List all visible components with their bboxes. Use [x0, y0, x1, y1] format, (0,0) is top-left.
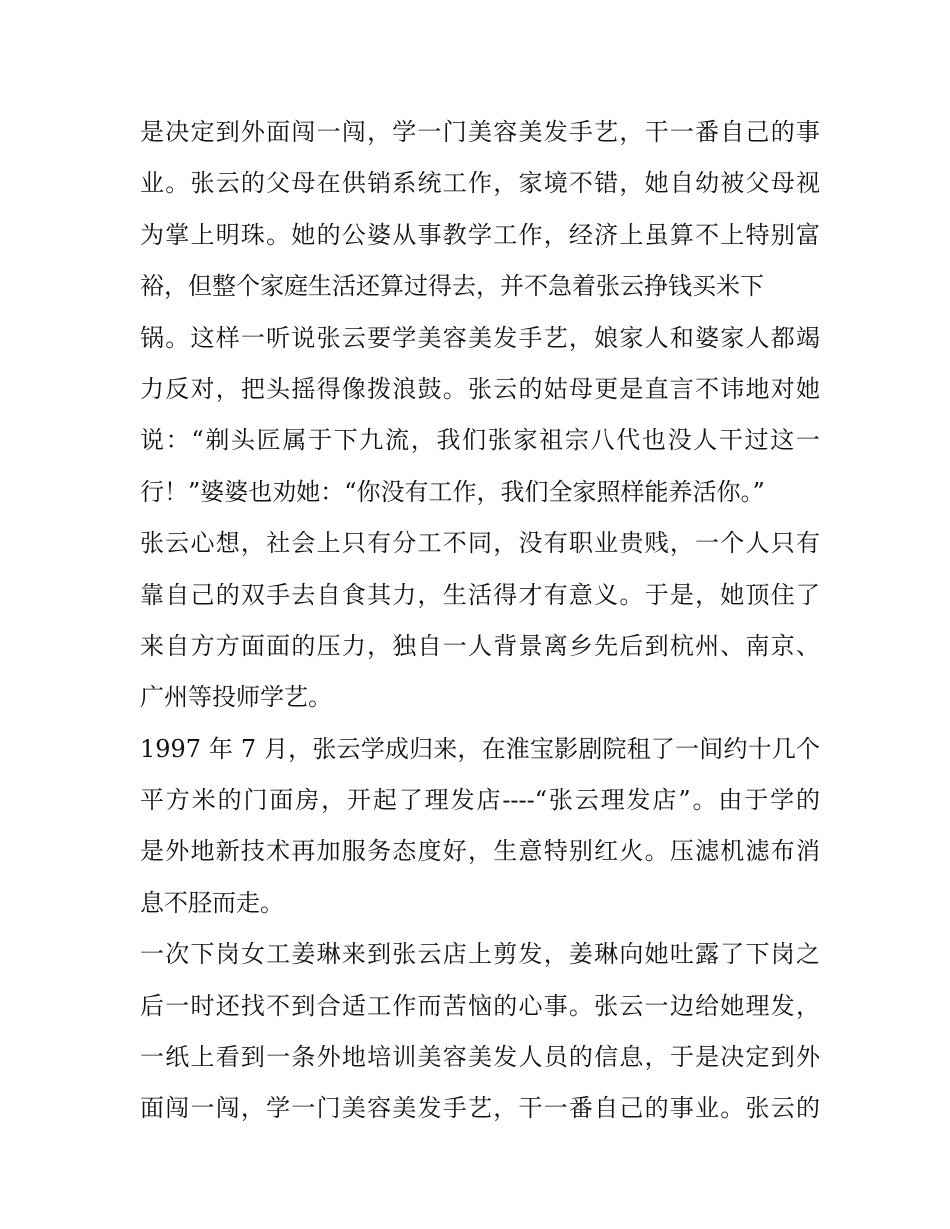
text-line: 来自方方面面的压力，独自一人背景离乡先后到杭州、南京、 — [140, 631, 820, 660]
document-body — [140, 107, 820, 1135]
text-line: 平方米的门面房，开起了理发店----“张云理发店”。由于学的 — [140, 786, 820, 815]
text-line: 锅。这样一听说张云要学美容美发手艺，娘家人和婆家人都竭 — [140, 323, 820, 352]
text-line: 说：“剃头匠属于下九流，我们张家祖宗八代也没人干过这一 — [140, 426, 820, 455]
text-line: 张云心想，社会上只有分工不同，没有职业贵贱，一个人只有 — [140, 529, 820, 558]
text-line: 业。张云的父母在供销系统工作，家境不错，她自幼被父母视 — [140, 169, 820, 198]
text-line: 广州等投师学艺。 — [140, 683, 332, 712]
text-line: 为掌上明珠。她的公婆从事教学工作，经济上虽算不上特别富 — [140, 220, 820, 249]
text-line: 是外地新技术再加服务态度好，生意特别红火。压滤机滤布消 — [140, 837, 820, 866]
text-line: 行！”婆婆也劝她：“你没有工作，我们全家照样能养活你。” — [140, 477, 765, 506]
text-line: 一纸上看到一条外地培训美容美发人员的信息，于是决定到外 — [140, 1043, 820, 1072]
text-line: 力反对，把头摇得像拨浪鼓。张云的姑母更是直言不讳地对她 — [140, 374, 820, 403]
text-line: 1997 年 7 月，张云学成归来，在淮宝影剧院租了一间约十几个 — [140, 734, 820, 763]
text-line: 后一时还找不到合适工作而苦恼的心事。张云一边给她理发， — [140, 991, 820, 1020]
text-line: 裕，但整个家庭生活还算过得去，并不急着张云挣钱买米下 — [140, 272, 764, 301]
text-line: 面闯一闯，学一门美容美发手艺，干一番自己的事业。张云的 — [140, 1094, 820, 1123]
text-line: 靠自己的双手去自食其力，生活得才有意义。于是，她顶住了 — [140, 580, 820, 609]
text-line: 息不胫而走。 — [140, 888, 284, 917]
text-line: 一次下岗女工姜琳来到张云店上剪发，姜琳向她吐露了下岗之 — [140, 940, 820, 969]
text-line: 是决定到外面闯一闯，学一门美容美发手艺，干一番自己的事 — [140, 118, 820, 146]
